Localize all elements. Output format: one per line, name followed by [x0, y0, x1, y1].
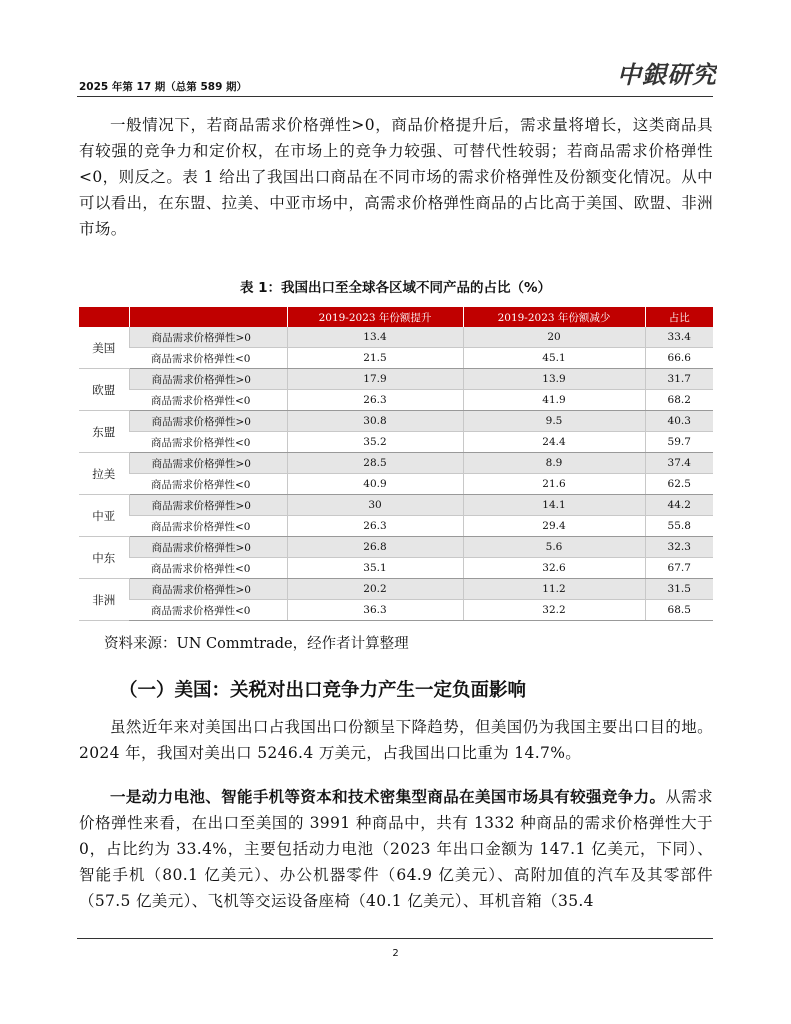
region-cell: 拉美: [79, 453, 129, 495]
competitiveness-paragraph: [79, 784, 713, 914]
table-row: [79, 579, 713, 600]
us-export-paragraph: 虽然近年来对美国出口占我国出口份额呈下降趋势，但美国仍为我国主要出口目的地。2024 年，我国对美出口 5246.4 万美元，占我国出口比重为 14.7%。: [79, 718, 713, 762]
table-header-row: [79, 307, 713, 327]
decrease-cell: 5.6: [463, 537, 645, 558]
section-heading: （一）美国：关税对出口竞争力产生一定负面影响: [119, 680, 527, 701]
category-cell: 商品需求价格弹性<0: [129, 600, 287, 621]
table-row: [79, 411, 713, 432]
table-row: [79, 348, 713, 369]
table-row: [79, 453, 713, 474]
table-row: [79, 516, 713, 537]
page-number: 2: [392, 948, 399, 959]
decrease-cell: 29.4: [463, 516, 645, 537]
increase-cell: 26.3: [287, 516, 463, 537]
header-cell-share: 占比: [645, 307, 713, 327]
region-cell: 非洲: [79, 579, 129, 621]
share-cell: 31.5: [645, 579, 713, 600]
share-cell: 31.7: [645, 369, 713, 390]
header-cell-decrease: 2019-2023 年份额减少: [463, 307, 645, 327]
share-cell: 68.5: [645, 600, 713, 621]
share-cell: 37.4: [645, 453, 713, 474]
increase-cell: 17.9: [287, 369, 463, 390]
category-cell: 商品需求价格弹性<0: [129, 432, 287, 453]
decrease-cell: 13.9: [463, 369, 645, 390]
increase-cell: 13.4: [287, 327, 463, 348]
paragraph-body: 从需求价格弹性来看，在出口至美国的 3991 种商品中，共有 1332 种商品的需求价格弹性大于 0，占比约为 33.4%，主要包括动力电池（2023 年出口金额为 147.1 亿美元，下同）、智能手机（80.1 亿美元）、办公机器零件（64.9 亿美元）、高附加值的汽车及其零部件（57.5 亿美元）、飞机等交运设备座椅（40.1 亿美元）、耳机音箱（35.4: [79, 788, 713, 910]
logo-text: 中銀研究: [617, 60, 717, 89]
category-cell: 商品需求价格弹性<0: [129, 390, 287, 411]
table-row: [79, 495, 713, 516]
increase-cell: 35.1: [287, 558, 463, 579]
header-cell-region: [79, 307, 129, 327]
decrease-cell: 24.4: [463, 432, 645, 453]
header-cell-category: [129, 307, 287, 327]
share-cell: 32.3: [645, 537, 713, 558]
issue-number: 2025 年第 17 期（总第 589 期）: [79, 81, 248, 93]
intro-paragraph: 一般情况下，若商品需求价格弹性>0，商品价格提升后，需求量将增长，这类商品具有较强的竞争力和定价权，在市场上的竞争力较强、可替代性较弱；若商品需求价格弹性<0，则反之。表 1 给出了我国出口商品在不同市场的需求价格弹性及份额变化情况。从中可以看出，在东盟、拉美、中亚市场中，高需求价格弹性商品的占比高于美国、欧盟、非洲市场。: [79, 116, 714, 238]
category-cell: 商品需求价格弹性<0: [129, 558, 287, 579]
increase-cell: 40.9: [287, 474, 463, 495]
increase-cell: 35.2: [287, 432, 463, 453]
share-cell: 40.3: [645, 411, 713, 432]
decrease-cell: 9.5: [463, 411, 645, 432]
increase-cell: 30.8: [287, 411, 463, 432]
table-row: [79, 369, 713, 390]
decrease-cell: 11.2: [463, 579, 645, 600]
increase-cell: 26.3: [287, 390, 463, 411]
region-cell: 美国: [79, 327, 129, 369]
table-row: [79, 558, 713, 579]
decrease-cell: 32.6: [463, 558, 645, 579]
header-divider: [77, 96, 713, 97]
elasticity-table: [79, 307, 713, 621]
decrease-cell: 20: [463, 327, 645, 348]
share-cell: 55.8: [645, 516, 713, 537]
decrease-cell: 45.1: [463, 348, 645, 369]
increase-cell: 21.5: [287, 348, 463, 369]
table-row: [79, 474, 713, 495]
category-cell: 商品需求价格弹性<0: [129, 348, 287, 369]
decrease-cell: 41.9: [463, 390, 645, 411]
table-source: 资料来源：UN Commtrade，经作者计算整理: [104, 636, 409, 652]
category-cell: 商品需求价格弹性>0: [129, 579, 287, 600]
category-cell: 商品需求价格弹性<0: [129, 474, 287, 495]
footer-divider: [77, 938, 713, 939]
share-cell: 33.4: [645, 327, 713, 348]
category-cell: 商品需求价格弹性>0: [129, 369, 287, 390]
category-cell: 商品需求价格弹性>0: [129, 537, 287, 558]
table-row: [79, 327, 713, 348]
increase-cell: 30: [287, 495, 463, 516]
increase-cell: 20.2: [287, 579, 463, 600]
decrease-cell: 21.6: [463, 474, 645, 495]
increase-cell: 28.5: [287, 453, 463, 474]
table-row: [79, 432, 713, 453]
category-cell: 商品需求价格弹性>0: [129, 495, 287, 516]
share-cell: 44.2: [645, 495, 713, 516]
paragraph-lead: 一是动力电池、智能手机等资本和技术密集型商品在美国市场具有较强竞争力。: [110, 788, 666, 806]
share-cell: 66.6: [645, 348, 713, 369]
share-cell: 62.5: [645, 474, 713, 495]
region-cell: 东盟: [79, 411, 129, 453]
table-row: [79, 537, 713, 558]
category-cell: 商品需求价格弹性>0: [129, 411, 287, 432]
region-cell: 欧盟: [79, 369, 129, 411]
header-cell-increase: 2019-2023 年份额提升: [287, 307, 463, 327]
table-title: 表 1：我国出口至全球各区域不同产品的占比（%）: [239, 280, 552, 296]
category-cell: 商品需求价格弹性>0: [129, 453, 287, 474]
region-cell: 中亚: [79, 495, 129, 537]
share-cell: 59.7: [645, 432, 713, 453]
share-cell: 68.2: [645, 390, 713, 411]
decrease-cell: 8.9: [463, 453, 645, 474]
brand-logo: [617, 56, 717, 90]
decrease-cell: 32.2: [463, 600, 645, 621]
increase-cell: 26.8: [287, 537, 463, 558]
category-cell: 商品需求价格弹性<0: [129, 516, 287, 537]
share-cell: 67.7: [645, 558, 713, 579]
region-cell: 中东: [79, 537, 129, 579]
category-cell: 商品需求价格弹性>0: [129, 327, 287, 348]
decrease-cell: 14.1: [463, 495, 645, 516]
table-row: [79, 600, 713, 621]
table-row: [79, 390, 713, 411]
increase-cell: 36.3: [287, 600, 463, 621]
